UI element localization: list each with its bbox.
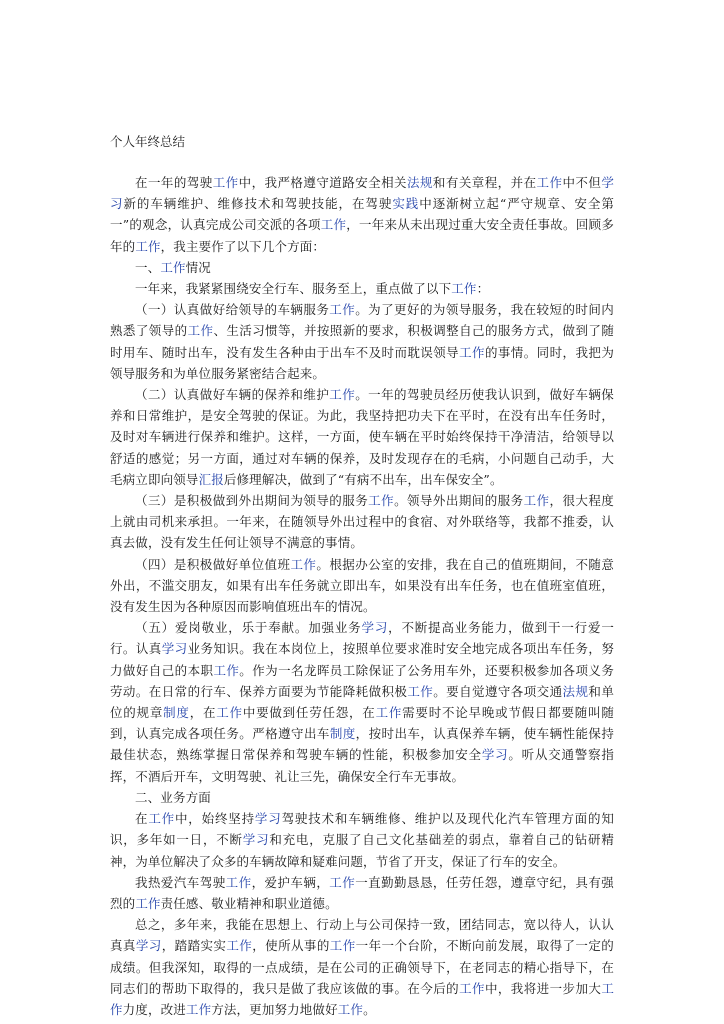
keyword-link[interactable]: 工作 [212,175,239,190]
keyword-link[interactable]: 工作 [185,1001,212,1017]
keyword-link[interactable]: 工作 [407,683,434,699]
keyword-link[interactable]: 学习 [161,641,188,657]
keyword-link[interactable]: 工作 [187,323,214,339]
keyword-link[interactable]: 实践 [392,196,420,212]
text-run: 和有关章程，并在 [432,175,537,190]
keyword-link[interactable]: 法规 [407,175,433,190]
text-run: 一年一个台阶，不断向前发展，取得了一定的成绩。但我深知，取得的一点成绩，是在公司的正确领导下，在老同志的精心指导下，在同志们的帮助下取得的，我只是做了我应该做的事。在今后的 [110,938,614,996]
paragraph [110,808,614,872]
keyword-link[interactable]: 学习 [254,811,282,827]
text-run: ，很大程度上就由司机来承担。一年来，在随领导外出过程中的食宿、对外联络等，我都不推委，认真去做，没有发生任何让领导不满意的事情。 [110,493,614,551]
keyword-link[interactable]: 工作 [135,238,161,254]
keyword-link[interactable]: 工作 [368,493,395,509]
paragraph [110,172,614,257]
keyword-link[interactable]: 工作 [329,302,356,318]
text-run: 在一年的驾驶 [135,175,213,190]
text-run: 中要做到任劳任怨，在 [242,705,376,721]
keyword-link[interactable]: 学习 [110,175,614,212]
paragraph [110,257,614,278]
text-run: 一直勤勤恳恳，任劳任怨，遵章守纪，具有强烈的 [110,874,614,911]
keyword-link[interactable]: 工作 [320,217,347,233]
text-run: 。一年的驾驶员经历使我认识到，做好车辆保养和日常维护，是安全驾驶的保证。为此，我坚持把功夫下在平时，在没有出车任务时，及时对车辆进行保养和维护。这样，一方面，使车辆在平时始终保持干净清洁，给领导以舒适的感觉；另一方面，通过对车辆的保养，及时发现存在的毛病，小问题自己动手，大毛病立即向领导 [110,387,614,487]
keyword-link[interactable]: 学习 [242,832,270,848]
keyword-link[interactable]: 法规 [562,683,589,699]
text-run: 总之，多年来，我能在思想上、行动上与公司保持一致，团结同志，宽以待人，认认真真 [110,917,614,954]
text-run: （五）爱岗敬业，乐于奉献。加强业务 [135,620,362,636]
keyword-link[interactable]: 工作 [110,980,614,1017]
keyword-link[interactable]: 工作 [135,895,161,911]
text-run: 和充电，克服了自己文化基础差的弱点，靠着自己的钻研精神，为单位解决了众多的车辆故障和疑难问题，节省了开支，保证了行车的安全。 [110,832,614,869]
text-run: 二、业务方面 [135,789,211,805]
paragraph [110,914,614,1020]
text-run: 后修理解决，做到了“有病不出车，出车保安全”。 [223,471,503,487]
keyword-link[interactable]: 制度 [163,705,190,721]
text-run: （二）认真做好车辆的保养和维护 [135,387,330,403]
document-body [110,133,614,1020]
paragraph [110,872,614,914]
text-run: ，爱护车辆， [251,874,330,890]
keyword-link[interactable]: 工作 [226,938,253,954]
paragraph [110,278,614,299]
keyword-link[interactable]: 学习 [135,938,162,954]
text-run: 需要时不论早晚或节假日都要随叫随到，认真完成各项任务。严格遵守出车 [110,705,614,742]
text-run: 情况 [185,259,211,275]
paragraph [110,554,614,618]
keyword-link[interactable]: 学习 [481,747,509,763]
keyword-link[interactable]: 制度 [329,726,356,742]
text-run: 责任感、敬业精神和职业道德。 [160,895,338,911]
keyword-link[interactable]: 工作 [459,980,485,996]
keyword-link[interactable]: 工作 [213,662,240,678]
paragraph [110,617,614,787]
text-run: ，我主要作了以下几个方面： [160,238,326,254]
paragraph [110,384,614,490]
keyword-link[interactable]: 学习 [361,620,389,636]
keyword-link[interactable]: 工作 [337,1001,364,1017]
text-run: 方法，更加努力地做好 [211,1001,338,1017]
keyword-link[interactable]: 工作 [148,811,175,827]
text-run: ，踏踏实实 [161,938,227,954]
keyword-link[interactable]: 工作 [160,259,186,275]
text-run: 中，我严格遵守道路安全相关 [238,175,408,190]
text-run: 中逐渐树立起“严守规章、安全第一”的观念，认真完成公司交派的各项 [110,196,614,233]
text-run: 中，我将进一步加大 [484,980,602,996]
keyword-link[interactable]: 工作 [523,493,550,509]
paragraph [110,787,614,808]
keyword-link[interactable]: 工作 [536,175,563,190]
text-run: 。根据办公室的安排，我在自己的值班期间，不随意外出，不滥交朋友，如果有出车任务就立即出车，如果没有出车任务，也在值班室值班，没有发生因为各种原因而影响值班出车的情况。 [110,556,615,615]
text-run: 。要自觉遵守各项交通 [433,683,563,699]
text-run: 新的车辆维护、维修技术和驾驶技能，在驾驶 [123,196,393,212]
keyword-link[interactable]: 汇报 [198,471,224,487]
keyword-link[interactable]: 工作 [459,344,485,360]
text-run: ，不断提高业务能力，做到干一行爱一行。认真 [110,620,614,657]
text-run: （四）是积极做好单位值班 [135,556,291,572]
text-run: （一）认真做好给领导的车辆服务 [135,302,330,318]
text-run: 。为了更好的为领导服务，我在较短的时间内熟悉了领导的 [110,302,614,339]
text-run: 驾驶技术和车辆维修、维护以及现代化汽车管理方面的知识，多年如一日，不断 [110,811,614,848]
paragraph [110,490,614,554]
text-run: ： [476,281,490,297]
keyword-link[interactable]: 工作 [216,705,243,721]
keyword-link[interactable]: 工作 [375,705,403,721]
text-run: 中不但 [562,175,602,190]
text-run: ，一年来从未出现过重大安全责任事故。回顾多年的 [110,217,614,254]
keyword-link[interactable]: 工作 [329,874,356,890]
document-content [110,172,614,1020]
document-title: 个人年终总结 [110,134,186,149]
text-run: 、生活习惯等，并按照新的要求，积极调整自己的服务方式，做到了随时用车、随时出车，没有发生各种由于出车不及时而耽误领导 [110,323,614,360]
text-run: ，使所从事的 [252,938,330,954]
text-run: ，按时出车，认真保养车辆，使车辆性能保持最佳状态，熟练掌握日常保养和驾驶车辆的性能，积极参加安全 [110,726,614,763]
text-run: 。作为一名龙晖员工除保证了公务用车外，还要积极参加各项义务劳动。在日常的行车、保养方面要为节能降耗做积极 [110,662,614,699]
keyword-link[interactable]: 工作 [290,556,317,572]
text-run: （三）是积极做到外出期间为领导的服务 [135,493,369,509]
text-run: 一、 [135,259,161,275]
text-run: 。领导外出期间的服务 [394,493,524,509]
text-run: 中，始终坚持 [174,811,255,827]
text-run: 。听从交通警察指挥，不酒后开车，文明驾驶、礼让三先，确保安全行车无事故。 [110,747,614,784]
keyword-link[interactable]: 工作 [329,387,356,403]
paragraph [110,299,614,384]
keyword-link[interactable]: 工作 [225,874,252,890]
text-run: 一年来，我紧紧围绕安全行车、服务至上，重点做了以下 [135,281,452,297]
text-run: 和单位的规章 [110,683,614,721]
text-run: 。 [363,1001,376,1017]
text-run: 的事情。同时，我把为领导服务和为单位服务紧密结合起来。 [110,344,614,381]
text-run: 在 [135,811,149,827]
keyword-link[interactable]: 工作 [451,281,477,297]
keyword-link[interactable]: 工作 [329,938,356,954]
text-run: ，在 [189,705,217,721]
text-run: 业务知识。我在本岗位上，按照单位要求准时安全地完成各项出车任务，努力做好自己的本职 [110,641,614,678]
text-run: 我热爱汽车驾驶 [135,874,226,890]
text-run: 力度，改进 [122,1001,186,1017]
